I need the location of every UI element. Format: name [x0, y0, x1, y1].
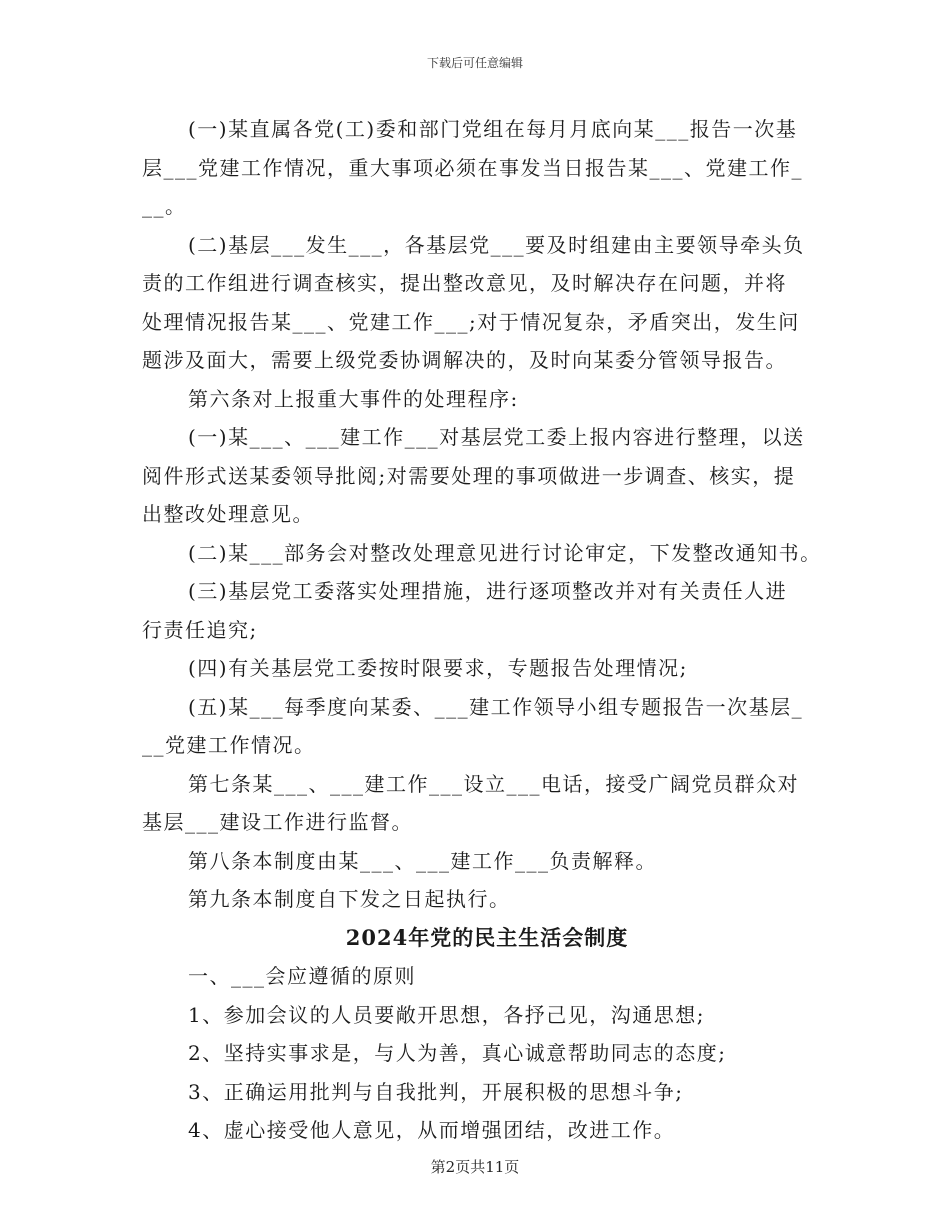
paragraph-line: 处理情况报告某___、党建工作___;对于情况复杂，矛盾突出，发生问 — [142, 309, 800, 334]
paragraph-line: (二)基层___发生___，各基层党___要及时组建由主要领导牵头负 — [188, 232, 805, 257]
paragraph-line: (四)有关基层党工委按时限要求，专题报告处理情况; — [188, 656, 688, 680]
paragraph-line: 基层___建设工作进行监督。 — [142, 810, 413, 834]
paragraph-line: 出整改处理意见。 — [142, 502, 314, 526]
page-number: 第2页共11页 — [430, 1158, 520, 1176]
paragraph-line: (五)某___每季度向某委、___建工作领导小组专题报告一次基层_ — [188, 694, 804, 719]
paragraph-line: 第七条某___、___建工作___设立___电话，接受广阔党员群众对 — [188, 771, 799, 796]
section-line: 4、虚心接受他人意见，从而增强团结，改进工作。 — [188, 1118, 676, 1142]
paragraph-line: (一)某直属各党(工)委和部门党组在每月月底向某___报告一次基 — [188, 117, 798, 141]
section-line: 一、___会应遵循的原则 — [188, 964, 416, 988]
paragraph-line: __党建工作情况。 — [142, 733, 316, 757]
paragraph-line: 层___党建工作情况，重大事项必须在事发当日报告某___、党建工作_ — [142, 155, 803, 180]
paragraph-line: (二)某___部务会对整改处理意见进行讨论审定，下发整改通知书。 — [188, 540, 822, 565]
paragraph-line: 第六条对上报重大事件的处理程序: — [188, 386, 519, 411]
paragraph-line: 阅件形式送某委领导批阅;对需要处理的事项做进一步调查、核实，提 — [142, 463, 796, 488]
paragraph-line: __。 — [142, 194, 187, 218]
section-title: 2024年党的民主生活会制度 — [345, 924, 629, 950]
section-line: 2、坚持实事求是，与人为善，真心诚意帮助同志的态度; — [188, 1041, 727, 1065]
paragraph-line: 第八条本制度由某___、___建工作___负责解释。 — [188, 848, 657, 873]
paragraph-line: 行责任追究; — [142, 617, 258, 642]
paragraph-line: (三)基层党工委落实处理措施，进行逐项整改并对有关责任人进 — [188, 579, 788, 603]
paragraph-line: (一)某___、___建工作___对基层党工委上报内容进行整理，以送 — [188, 425, 805, 449]
paragraph-line: 责的工作组进行调查核实，提出整改意见，及时解决存在问题，并将 — [142, 271, 787, 295]
section-line: 3、正确运用批判与自我批判，开展积极的思想斗争; — [188, 1079, 684, 1104]
paragraph-line: 题涉及面大，需要上级党委协调解决的，及时向某委分管领导报告。 — [142, 348, 787, 372]
section-line: 1、参加会议的人员要敞开思想，各抒己见，沟通思想; — [188, 1002, 705, 1027]
page-header: 下载后可任意编辑 — [426, 56, 523, 70]
document-body — [142, 110, 822, 1150]
paragraph-line: 第九条本制度自下发之日起执行。 — [188, 887, 511, 911]
